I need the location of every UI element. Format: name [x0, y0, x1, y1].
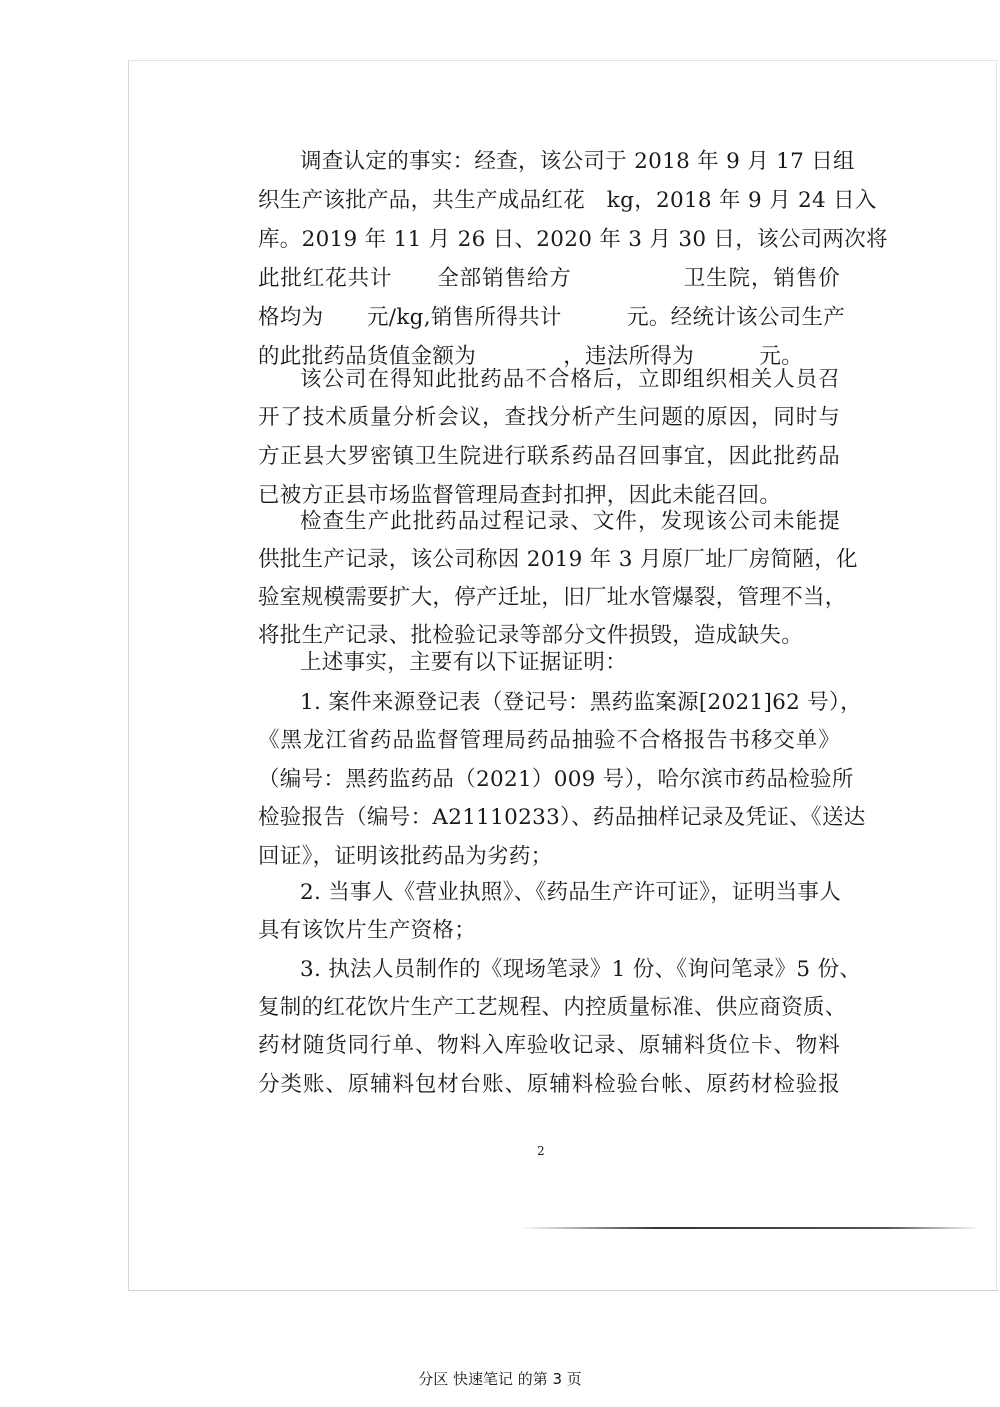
text-line: 已被方正县市场监督管理局查封扣押，因此未能召回。 — [258, 483, 782, 508]
text-line: 《黑龙江省药品监督管理局药品抽验不合格报告书移交单》 — [258, 728, 840, 753]
text-line: 该公司在得知此批药品不合格后，立即组织相关人员召 — [300, 367, 840, 392]
text-line: 2. 当事人《营业执照》、《药品生产许可证》，证明当事人 — [300, 880, 841, 905]
text-line: 织生产该批产品，共生产成品红花 kg，2018 年 9 月 24 日入 — [258, 188, 877, 213]
page-edge — [996, 60, 997, 1290]
text-line: 验室规模需要扩大，停产迁址，旧厂址水管爆裂，管理不当， — [258, 585, 847, 610]
page-footer: 分区 快速笔记 的第 3 页 — [418, 1370, 582, 1388]
scan-artifact-line — [520, 1227, 980, 1229]
page-edge — [128, 1290, 998, 1291]
text-line: 将批生产记录、批检验记录等部分文件损毁，造成缺失。 — [258, 623, 804, 648]
text-line: 具有该饮片生产资格； — [258, 918, 477, 943]
text-line: （编号：黑药监药品（2021）009 号），哈尔滨市药品检验所 — [258, 767, 854, 792]
text-line: 的此批药品货值金额为 ，违法所得为 元。 — [258, 344, 804, 369]
text-line: 3. 执法人员制作的《现场笔录》1 份、《询问笔录》5 份、 — [300, 957, 862, 982]
text-line: 库。2019 年 11 月 26 日、2020 年 3 月 30 日，该公司两次将 — [258, 227, 888, 252]
text-line: 复制的红花饮片生产工艺规程、内控质量标准、供应商资质、 — [258, 995, 847, 1020]
text-line: 1. 案件来源登记表（登记号：黑药监案源[2021]62 号）， — [300, 690, 862, 715]
text-line: 检验报告（编号：A21110233）、药品抽样记录及凭证、《送达 — [258, 805, 866, 830]
text-line: 回证》，证明该批药品为劣药； — [258, 844, 553, 869]
text-line: 上述事实，主要有以下证据证明： — [300, 650, 628, 675]
text-line: 供批生产记录，该公司称因 2019 年 3 月原厂址厂房简陋，化 — [258, 547, 858, 572]
text-line: 检查生产此批药品过程记录、文件，发现该公司未能提 — [300, 509, 840, 534]
text-line: 调查认定的事实：经查，该公司于 2018 年 9 月 17 日组 — [300, 149, 855, 174]
page-number: 2 — [537, 1144, 545, 1158]
page-edge — [128, 60, 998, 61]
text-line: 药材随货同行单、物料入库验收记录、原辅料货位卡、物料 — [258, 1033, 840, 1058]
text-line: 方正县大罗密镇卫生院进行联系药品召回事宜，因此批药品 — [258, 444, 840, 469]
text-line: 分类账、原辅料包材台账、原辅料检验台帐、原药材检验报 — [258, 1072, 840, 1097]
page-edge — [128, 60, 129, 1290]
text-line: 此批红花共计 全部销售给方 卫生院，销售价 — [258, 266, 840, 291]
text-line: 开了技术质量分析会议，查找分析产生问题的原因，同时与 — [258, 405, 840, 430]
text-line: 格均为 元/kg,销售所得共计 元。经统计该公司生产 — [258, 305, 846, 330]
